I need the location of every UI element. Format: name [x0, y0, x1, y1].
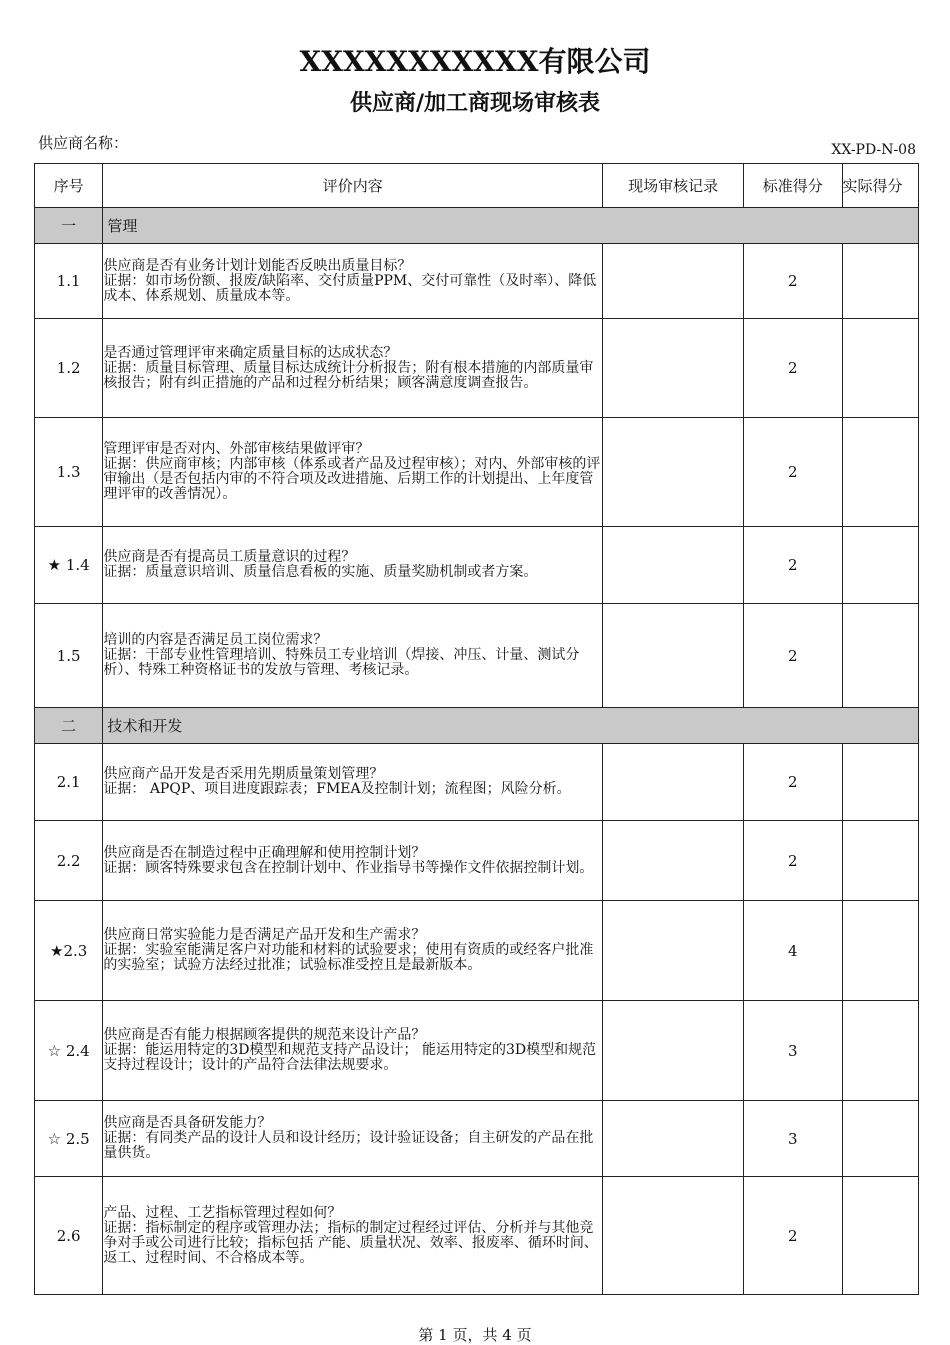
column-header-seq: 序号 — [35, 164, 103, 208]
standard-score: 3 — [743, 1001, 842, 1101]
standard-score: 4 — [743, 901, 842, 1001]
actual-score-cell[interactable] — [842, 244, 918, 319]
actual-score-cell[interactable] — [842, 604, 918, 708]
item-content — [103, 1001, 603, 1101]
item-content — [103, 744, 603, 821]
audit-table — [34, 163, 919, 1295]
audit-record-cell[interactable] — [603, 1101, 744, 1177]
standard-score: 2 — [743, 244, 842, 319]
item-seq: 2.2 — [35, 821, 103, 901]
item-content — [103, 604, 603, 708]
item-content — [103, 319, 603, 418]
audit-record-cell[interactable] — [603, 319, 744, 418]
item-seq: 2.1 — [35, 744, 103, 821]
item-content — [103, 821, 603, 901]
item-content — [103, 1177, 603, 1295]
item-seq: ★ 1.4 — [35, 527, 103, 604]
section-row-technology — [35, 708, 919, 744]
item-question: 供应商日常实验能力是否满足产品开发和生产需求？ — [103, 927, 426, 943]
table-row — [35, 1177, 919, 1295]
item-evidence: 证据：如市场份额、报废/缺陷率、交付质量PPM、交付可靠性（及时率）、降低成本、体系规划、质量成本等。 — [103, 272, 597, 304]
column-header-standard-score: 标准得分 — [743, 164, 842, 208]
company-name: XXXXXXXXXXX有限公司 — [299, 45, 651, 78]
section-row-management — [35, 208, 919, 244]
audit-record-cell[interactable] — [603, 744, 744, 821]
item-seq: 2.6 — [35, 1177, 103, 1295]
standard-score: 2 — [743, 319, 842, 418]
audit-record-cell[interactable] — [603, 244, 744, 319]
table-row — [35, 604, 919, 708]
item-question: 是否通过管理评审来确定质量目标的达成状态？ — [103, 344, 398, 361]
actual-score-cell[interactable] — [842, 821, 918, 901]
item-seq: ☆ 2.5 — [35, 1101, 103, 1177]
standard-score: 2 — [743, 744, 842, 821]
item-evidence: 证据：指标制定的程序或管理办法；指标的制定过程经过评估、分析并与其他竞争对手或公司进行比较；指标包括 产能、质量状况、效率、报废率、循环时间、返工、过程时间、不合格成本等。 — [103, 1219, 598, 1266]
item-seq: ★2.3 — [35, 901, 103, 1001]
audit-record-cell[interactable] — [603, 604, 744, 708]
item-seq: 1.1 — [35, 244, 103, 319]
item-evidence: 证据： APQP、项目进度跟踪表；FMEA及控制计划；流程图；风险分析。 — [103, 781, 571, 797]
item-seq: 1.5 — [35, 604, 103, 708]
item-question: 产品、过程、工艺指标管理过程如何？ — [103, 1204, 342, 1221]
item-content — [103, 901, 603, 1001]
item-question: 供应商是否有业务计划计划能否反映出质量目标？ — [103, 257, 412, 274]
item-question: 培训的内容是否满足员工岗位需求？ — [103, 632, 328, 648]
audit-record-cell[interactable] — [603, 1177, 744, 1295]
section-number: 一 — [35, 208, 103, 244]
page-number: 第 1 页，共 4 页 — [418, 1326, 532, 1344]
document-title: 供应商/加工商现场审核表 — [349, 90, 601, 116]
column-header-content: 评价内容 — [103, 164, 603, 208]
table-row — [35, 319, 919, 418]
audit-record-cell[interactable] — [603, 418, 744, 527]
column-header-actual-score: 实际得分 — [842, 164, 918, 208]
item-evidence: 证据：有同类产品的设计人员和设计经历；设计验证设备；自主研发的产品在批量供货。 — [103, 1130, 594, 1161]
item-question: 供应商是否在制造过程中正确理解和使用控制计划？ — [103, 844, 426, 861]
table-row — [35, 1101, 919, 1177]
table-row — [35, 527, 919, 604]
item-content — [103, 244, 603, 319]
table-row — [35, 821, 919, 901]
standard-score: 2 — [743, 1177, 842, 1295]
item-seq: 1.3 — [35, 418, 103, 527]
item-seq: ☆ 2.4 — [35, 1001, 103, 1101]
table-header-row — [35, 164, 919, 208]
standard-score: 2 — [743, 604, 842, 708]
table-row — [35, 901, 919, 1001]
item-content — [103, 527, 603, 604]
item-evidence: 证据：质量意识培训、质量信息看板的实施、质量奖励机制或者方案。 — [103, 564, 538, 580]
item-question: 供应商是否有提高员工质量意识的过程？ — [103, 549, 356, 565]
column-header-record: 现场审核记录 — [603, 164, 744, 208]
actual-score-cell[interactable] — [842, 527, 918, 604]
actual-score-cell[interactable] — [842, 1001, 918, 1101]
item-content — [103, 418, 603, 527]
actual-score-cell[interactable] — [842, 901, 918, 1001]
table-row — [35, 244, 919, 319]
section-number: 二 — [35, 708, 103, 744]
actual-score-cell[interactable] — [842, 1101, 918, 1177]
item-evidence: 证据：能运用特定的3D模型和规范支持产品设计； 能运用特定的3D模型和规范支持过程设计；设计的产品符合法律法规要求。 — [103, 1042, 597, 1073]
actual-score-cell[interactable] — [842, 744, 918, 821]
table-row — [35, 1001, 919, 1101]
document-code: XX-PD-N-08 — [831, 142, 916, 158]
actual-score-cell[interactable] — [842, 319, 918, 418]
item-question: 管理评审是否对内、外部审核结果做评审？ — [103, 441, 370, 457]
item-seq: 1.2 — [35, 319, 103, 418]
item-evidence: 证据：干部专业性管理培训、特殊员工专业培训（焊接、冲压、计量、测试分析）、特殊工种资格证书的发放与管理、考核记录。 — [103, 647, 580, 678]
section-name: 技术和开发 — [103, 708, 919, 744]
audit-record-cell[interactable] — [603, 901, 744, 1001]
standard-score: 2 — [743, 527, 842, 604]
item-question: 供应商是否具备研发能力？ — [103, 1115, 272, 1131]
standard-score: 3 — [743, 1101, 842, 1177]
item-evidence: 证据：实验室能满足客户对功能和材料的试验要求；使用有资质的或经客户批准的实验室；试验方法经过批准；试验标准受控且是最新版本。 — [103, 942, 594, 973]
table-row — [35, 418, 919, 527]
item-content — [103, 1101, 603, 1177]
standard-score: 2 — [743, 821, 842, 901]
section-name: 管理 — [103, 208, 919, 244]
audit-record-cell[interactable] — [603, 1001, 744, 1101]
item-question: 供应商是否有能力根据顾客提供的规范来设计产品？ — [103, 1027, 426, 1043]
actual-score-cell[interactable] — [842, 418, 918, 527]
standard-score: 2 — [743, 418, 842, 527]
item-question: 供应商产品开发是否采用先期质量策划管理？ — [103, 766, 384, 782]
actual-score-cell[interactable] — [842, 1177, 918, 1295]
item-evidence: 证据：供应商审核；内部审核（体系或者产品及过程审核）；对内、外部审核的评审输出（是否包括内审的不符合项及改进措施、后期工作的计划提出、上年度管理评审的改善情况）。 — [103, 456, 601, 502]
table-row — [35, 744, 919, 821]
audit-record-cell[interactable] — [603, 821, 744, 901]
audit-record-cell[interactable] — [603, 527, 744, 604]
item-evidence: 证据：质量目标管理、质量目标达成统计分析报告；附有根本措施的内部质量审核报告；附有纠正措施的产品和过程分析结果；顾客满意度调查报告。 — [103, 359, 594, 391]
supplier-name-label: 供应商名称： — [38, 134, 129, 152]
item-evidence: 证据：顾客特殊要求包含在控制计划中、作业指导书等操作文件依据控制计划。 — [103, 859, 594, 876]
